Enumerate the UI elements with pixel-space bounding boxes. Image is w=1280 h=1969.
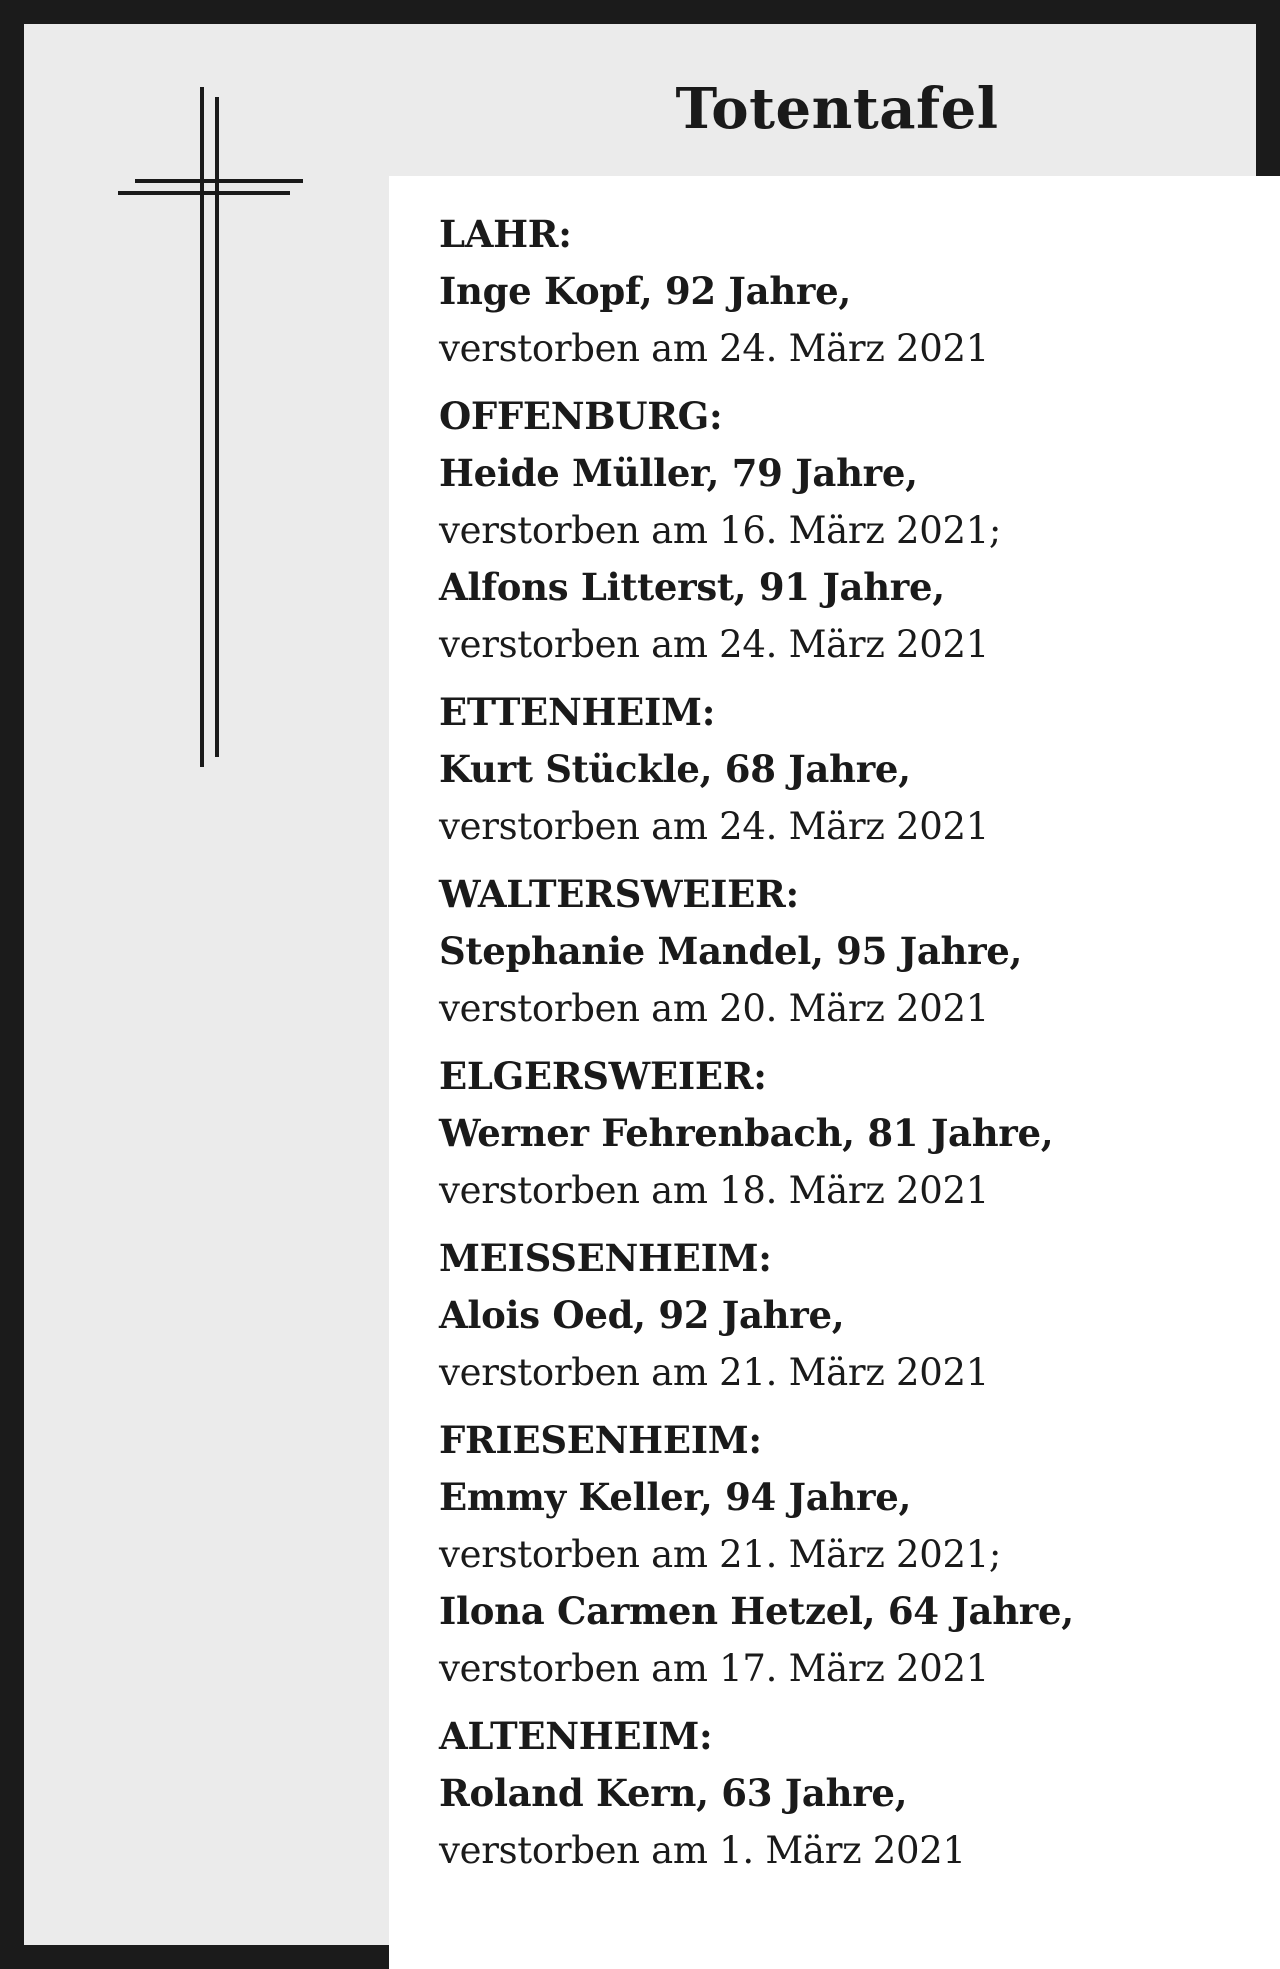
death-date: verstorben am 21. März 2021 bbox=[439, 1351, 989, 1394]
obituary-section bbox=[439, 1230, 1259, 1401]
deceased-name: Alfons Litterst, 91 Jahre, bbox=[439, 565, 945, 609]
deceased-name: Heide Müller, 79 Jahre, bbox=[439, 451, 918, 495]
obituary-list bbox=[439, 206, 1259, 1890]
obituary-list-panel bbox=[389, 176, 1280, 1969]
deceased-name: Alois Oed, 92 Jahre, bbox=[439, 1293, 845, 1337]
death-date: verstorben am 24. März 2021 bbox=[439, 623, 989, 666]
place-heading: ETTENHEIM: bbox=[439, 690, 716, 734]
place-heading: MEISSENHEIM: bbox=[439, 1236, 772, 1280]
deceased-name: Roland Kern, 63 Jahre, bbox=[439, 1771, 908, 1815]
obituary-section bbox=[439, 388, 1259, 673]
deceased-name: Inge Kopf, 92 Jahre, bbox=[439, 269, 851, 313]
place-heading: OFFENBURG: bbox=[439, 394, 723, 438]
obituary-section bbox=[439, 1048, 1259, 1219]
place-heading: WALTERSWEIER: bbox=[439, 872, 799, 916]
obituary-section bbox=[439, 684, 1259, 855]
death-date: verstorben am 21. März 2021; bbox=[439, 1533, 1002, 1576]
obituary-section bbox=[439, 1708, 1259, 1879]
deceased-name: Emmy Keller, 94 Jahre, bbox=[439, 1475, 912, 1519]
deceased-name: Stephanie Mandel, 95 Jahre, bbox=[439, 929, 1023, 973]
place-heading: ALTENHEIM: bbox=[439, 1714, 713, 1758]
death-date: verstorben am 20. März 2021 bbox=[439, 987, 989, 1030]
death-date: verstorben am 16. März 2021; bbox=[439, 509, 1002, 552]
cross-icon bbox=[114, 87, 314, 777]
death-date: verstorben am 24. März 2021 bbox=[439, 327, 989, 370]
page-title: Totentafel bbox=[675, 76, 999, 142]
death-date: verstorben am 1. März 2021 bbox=[439, 1829, 966, 1872]
place-heading: LAHR: bbox=[439, 212, 572, 256]
obituary-section bbox=[439, 206, 1259, 377]
deceased-name: Ilona Carmen Hetzel, 64 Jahre, bbox=[439, 1589, 1074, 1633]
obituary-section bbox=[439, 1412, 1259, 1697]
deceased-name: Kurt Stückle, 68 Jahre, bbox=[439, 747, 911, 791]
place-heading: FRIESENHEIM: bbox=[439, 1418, 762, 1462]
deceased-name: Werner Fehrenbach, 81 Jahre, bbox=[439, 1111, 1054, 1155]
death-date: verstorben am 18. März 2021 bbox=[439, 1169, 989, 1212]
place-heading: ELGERSWEIER: bbox=[439, 1054, 767, 1098]
obituary-section bbox=[439, 866, 1259, 1037]
death-date: verstorben am 24. März 2021 bbox=[439, 805, 989, 848]
death-date: verstorben am 17. März 2021 bbox=[439, 1647, 989, 1690]
